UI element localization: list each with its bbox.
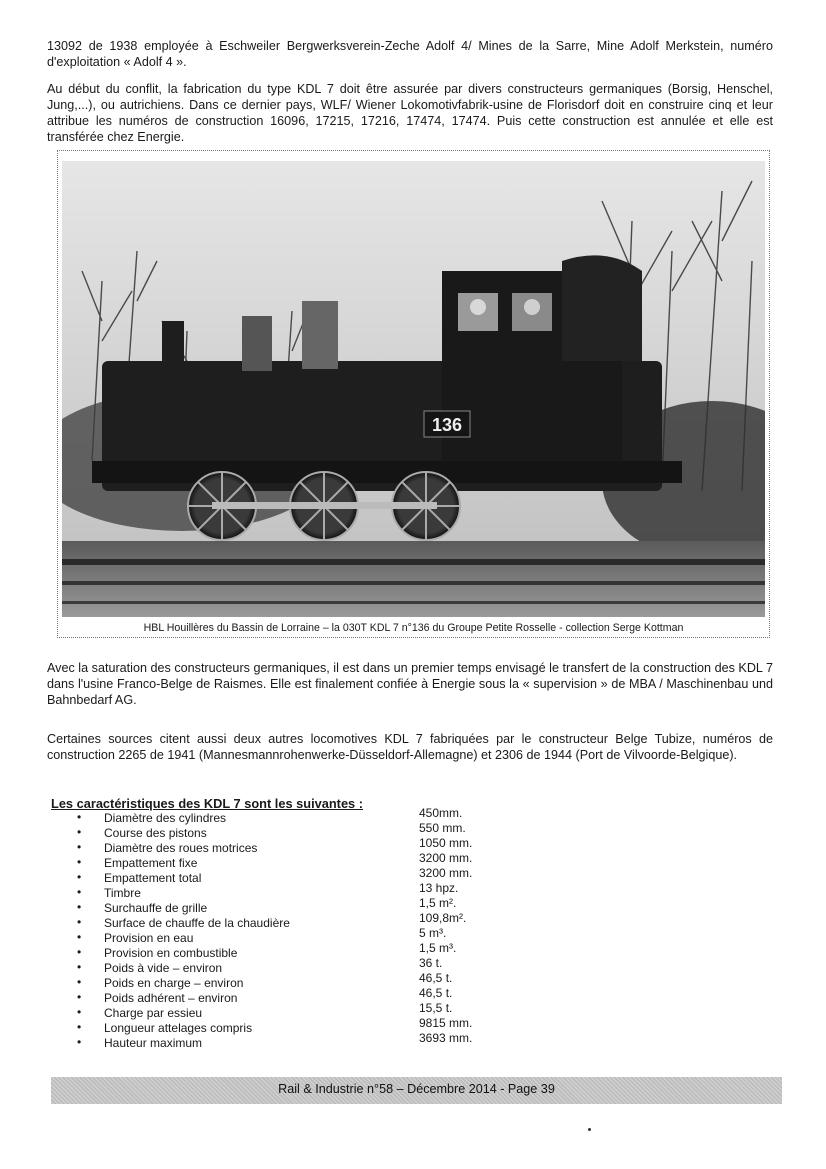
spec-value: 450mm. xyxy=(419,806,463,820)
footer-text: Rail & Industrie n°58 – Décembre 2014 - Page 39 xyxy=(278,1082,555,1096)
spec-value: 36 t. xyxy=(419,956,443,970)
paragraph-construction: Avec la saturation des constructeurs germaniques, il est dans un premier temps envisagé le transfert de la construction des KDL 7 dans l'usine Franco-Belge de Raismes. Elle est finalement confiée à Energie sous la « supervision » de MBA / Maschinenbau und Bahnbedarf AG. xyxy=(47,661,773,707)
bullet-icon: • xyxy=(77,975,82,989)
photo-caption: HBL Houillères du Bassin de Lorraine – la 030T KDL 7 n°136 du Groupe Petite Rosselle - collection Serge Kottman xyxy=(143,622,684,634)
spec-row xyxy=(0,986,600,1005)
spec-row xyxy=(0,926,600,945)
spec-row xyxy=(0,896,600,915)
bullet-icon: • xyxy=(77,990,82,1004)
spec-row xyxy=(0,971,600,990)
bullet-icon: • xyxy=(77,840,82,854)
bullet-icon: • xyxy=(77,900,82,914)
spec-row xyxy=(0,1016,600,1035)
spec-row xyxy=(0,851,600,870)
spec-value: 1050 mm. xyxy=(419,836,473,850)
bullet-icon: • xyxy=(77,855,82,869)
spec-label: Poids en charge – environ xyxy=(104,976,244,990)
spec-label: Provision en combustible xyxy=(104,946,238,960)
paragraph-intro: 13092 de 1938 employée à Eschweiler Bergwerksverein-Zeche Adolf 4/ Mines de la Sarre, Mine Adolf Merkstein, numéro d'exploitation « Adolf 4 ». xyxy=(47,39,773,69)
photo-figure xyxy=(57,150,770,638)
spec-label: Poids adhérent – environ xyxy=(104,991,238,1005)
spec-value: 46,5 t. xyxy=(419,986,453,1000)
spec-label: Surchauffe de grille xyxy=(104,901,208,915)
scan-speck xyxy=(588,1128,591,1131)
spec-label: Diamètre des roues motrices xyxy=(104,841,258,855)
spec-value: 1,5 m². xyxy=(419,896,457,910)
spec-label: Empattement fixe xyxy=(104,856,198,870)
bullet-icon: • xyxy=(77,1020,82,1034)
page-footer xyxy=(51,1077,782,1104)
spec-label: Timbre xyxy=(104,886,141,900)
spec-value: 13 hpz. xyxy=(419,881,459,895)
spec-row xyxy=(0,1031,600,1050)
bullet-icon: • xyxy=(77,930,82,944)
spec-value: 550 mm. xyxy=(419,821,466,835)
spec-value: 3200 mm. xyxy=(419,866,473,880)
bullet-icon: • xyxy=(77,810,82,824)
bullet-icon: • xyxy=(77,1005,82,1019)
locomotive-wheels xyxy=(188,472,460,540)
bullet-icon: • xyxy=(77,945,82,959)
bullet-icon: • xyxy=(77,1035,82,1049)
spec-row xyxy=(0,881,600,900)
spec-row xyxy=(0,941,600,960)
bullet-icon: • xyxy=(77,915,82,929)
bullet-icon: • xyxy=(77,960,82,974)
paragraph-tubize: Certaines sources citent aussi deux autres locomotives KDL 7 fabriquées par le constructeur Belge Tubize, numéros de construction 2265 de 1941 (Mannesmannrohenwerke-Düsseldorf-Allemagne) et 2306 de 1944 (Port de Vilvoorde-Belgique). xyxy=(47,732,773,762)
spec-label: Course des pistons xyxy=(104,826,207,840)
paragraph-conflict: Au début du conflit, la fabrication du type KDL 7 doit être assurée par divers constructeurs germaniques (Borsig, Henschel, Jung,...), ou autrichiens. Dans ce dernier pays, WLF/ Wiener Lokomotivfabrik-usine de Florisdorf doit en construire cinq et leur attribue les numéros de construction 16096, 17215, 17216, 17474, 17474. Puis cette construction est annulée et elle est transférée chez Energie. xyxy=(47,82,773,144)
spec-row xyxy=(0,911,600,930)
spec-label: Hauteur maximum xyxy=(104,1036,203,1050)
specs-heading: Les caractéristiques des KDL 7 sont les suivantes : xyxy=(51,796,363,811)
spec-value: 3200 mm. xyxy=(419,851,473,865)
bullet-icon: • xyxy=(77,885,82,899)
spec-value: 1,5 m³. xyxy=(419,941,457,955)
spec-value: 5 m³. xyxy=(419,926,447,940)
spec-row xyxy=(0,806,600,825)
spec-label: Empattement total xyxy=(104,871,202,885)
spec-label: Charge par essieu xyxy=(104,1006,203,1020)
spec-row xyxy=(0,956,600,975)
bullet-icon: • xyxy=(77,870,82,884)
spec-value: 3693 mm. xyxy=(419,1031,473,1045)
bullet-icon: • xyxy=(77,825,82,839)
spec-value: 46,5 t. xyxy=(419,971,453,985)
locomotive-photo xyxy=(62,161,765,617)
spec-label: Surface de chauffe de la chaudière xyxy=(104,916,290,930)
spec-label: Provision en eau xyxy=(104,931,194,945)
spec-value: 9815 mm. xyxy=(419,1016,473,1030)
spec-label: Poids à vide – environ xyxy=(104,961,223,975)
spec-value: 15,5 t. xyxy=(419,1001,453,1015)
spec-value: 109,8m². xyxy=(419,911,467,925)
spec-label: Longueur attelages compris xyxy=(104,1021,253,1035)
spec-row xyxy=(0,1001,600,1020)
spec-row xyxy=(0,866,600,885)
locomotive-number-plate: 136 xyxy=(431,415,463,435)
spec-row xyxy=(0,821,600,840)
spec-row xyxy=(0,836,600,855)
spec-label: Diamètre des cylindres xyxy=(104,811,227,825)
